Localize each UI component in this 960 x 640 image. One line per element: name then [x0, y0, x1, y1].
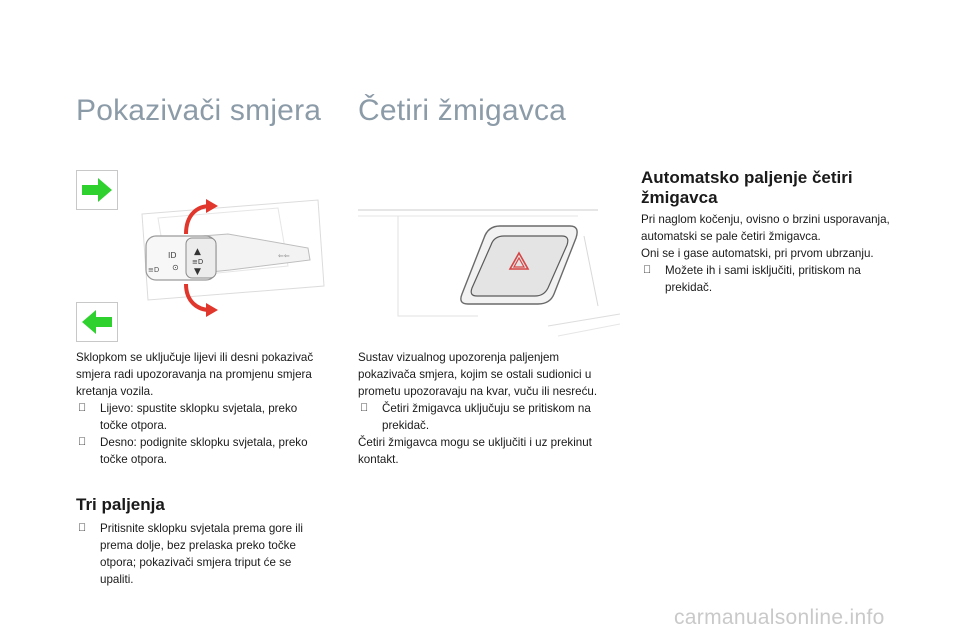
- left-column: [76, 349, 328, 468]
- svg-text:▼: ▼: [194, 267, 201, 277]
- arrow-left-icon: [80, 309, 114, 335]
- hazard-intro: Sustav vizualnog upozorenja paljenjem pokazivača smjera, kojim se ostali sudionici u prometu upozoravaju na kvar, vuču ili nesreću.: [358, 351, 598, 398]
- svg-text:≡D: ≡D: [148, 266, 160, 274]
- right-column: [641, 211, 903, 296]
- svg-text:⇐⇐: ⇐⇐: [278, 252, 290, 260]
- bullet-text: Pritisnite sklopku svjetala prema gore ili prema dolje, bez prelaska preko točke otpora; pokazivači smjera triput će se upaliti.: [100, 522, 303, 586]
- bullet-text: Desno: podignite sklopku svjetala, preko točke otpora.: [100, 436, 308, 466]
- title-hazard-lights: Četiri žmigavca: [358, 94, 567, 127]
- bullet-mark: [78, 434, 86, 451]
- bullet-text: Lijevo: spustite sklopku svjetala, preko točke otpora.: [100, 402, 298, 432]
- title-turn-signals: Pokazivači smjera: [76, 94, 322, 127]
- svg-text:⊙: ⊙: [172, 263, 179, 272]
- middle-column: [358, 349, 620, 468]
- svg-text:≡D: ≡D: [192, 258, 204, 266]
- bullet-text: Možete ih i sami isključiti, pritiskom na prekidač.: [665, 264, 861, 294]
- bullet-right: [76, 434, 328, 468]
- bullet-left: [76, 400, 328, 434]
- bullet-mark: [78, 400, 86, 417]
- bullet-hazard-press: [358, 400, 620, 434]
- svg-text:ID: ID: [168, 251, 177, 260]
- bullet-auto-off: [641, 262, 903, 296]
- right-arrow-box: [76, 170, 118, 210]
- light-stalk-illustration: [128, 196, 328, 318]
- bullet-mark: [78, 520, 86, 537]
- bullet-mark: [360, 400, 368, 417]
- auto-hazard-p1: Pri naglom kočenju, ovisno o brzini usporavanja, automatski se pale četiri žmigavca.: [641, 213, 890, 243]
- arrow-right-icon: [80, 177, 114, 203]
- hazard-outro: Četiri žmigavca mogu se uključiti i uz prekinut kontakt.: [358, 436, 592, 466]
- bullet-mark: [643, 262, 651, 279]
- subtitle-three-flashes: Tri paljenja: [76, 495, 165, 514]
- turn-signal-intro: Sklopkom se uključuje lijevi ili desni pokazivač smjera radi upozoravanja na promjenu smjera kretanja vozila.: [76, 351, 314, 398]
- bullet-three-flashes: [76, 520, 328, 588]
- footer-watermark: carmanualsonline.info: [674, 606, 885, 629]
- left-arrow-box: [76, 302, 118, 342]
- bullet-text: Četiri žmigavca uključuju se pritiskom na prekidač.: [382, 402, 591, 432]
- auto-hazard-p2: Oni se i gase automatski, pri prvom ubrzanju.: [641, 247, 874, 260]
- hazard-switch-illustration: [358, 206, 620, 342]
- svg-text:▲: ▲: [194, 247, 201, 257]
- auto-hazard-title: Automatsko paljenje četiri žmigavca: [641, 168, 853, 207]
- three-flashes-text: [76, 520, 328, 588]
